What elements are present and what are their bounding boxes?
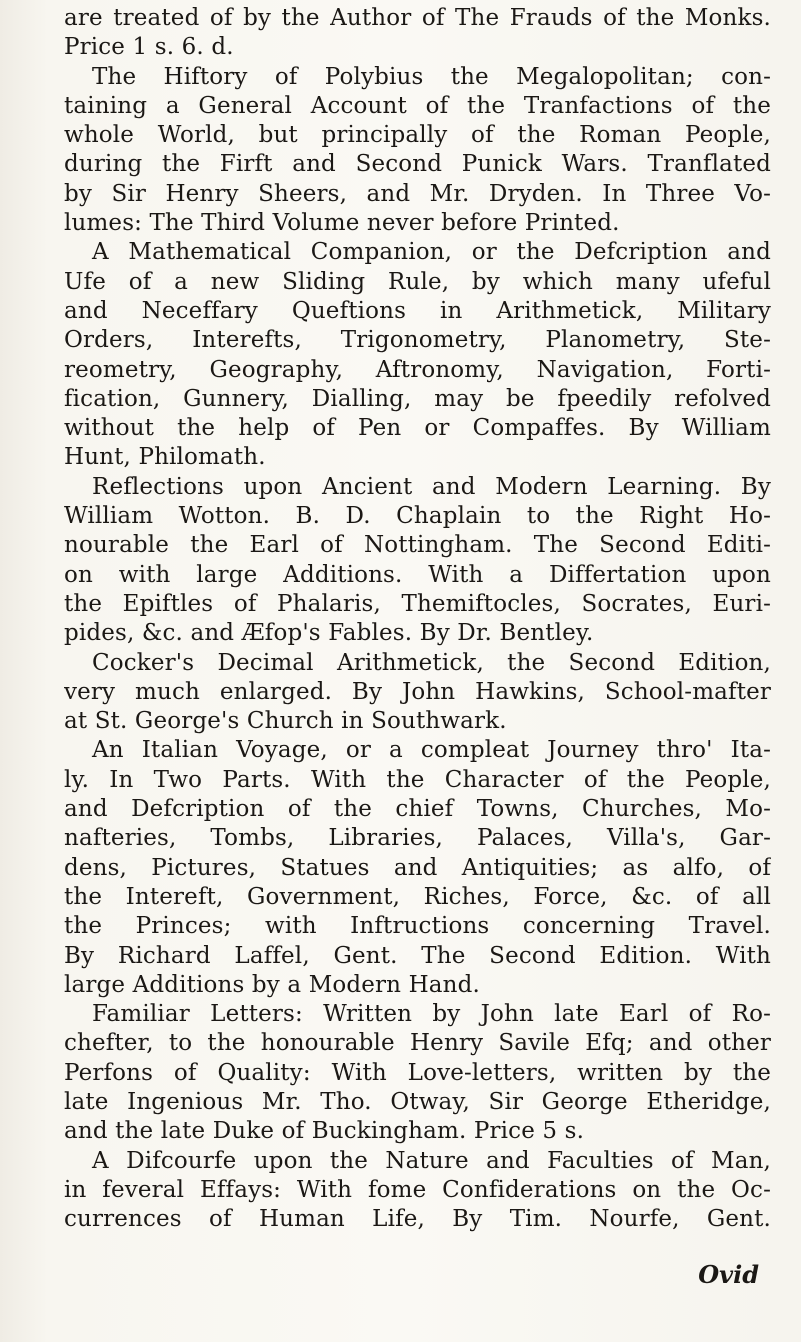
text-line: the Princes; with Inftructions concerning Travel. xyxy=(64,913,771,940)
text-line: currences of Human Life, By Tim. Nourfe, Gent. xyxy=(64,1206,771,1233)
text-line: Orders, Interefts, Trigonometry, Planometry, Ste- xyxy=(64,327,771,354)
catchword: Ovid xyxy=(698,1260,759,1290)
text-line: late Ingenious Mr. Tho. Otway, Sir George Etheridge, xyxy=(64,1088,771,1115)
text-line: nafteries, Tombs, Libraries, Palaces, Villa's, Gar- xyxy=(64,825,771,852)
text-line: Hunt, Philomath. xyxy=(64,444,266,471)
text-line: fication, Gunnery, Dialling, may be fpeedily refolved xyxy=(64,385,771,412)
text-line: during the Firft and Second Punick Wars. Tranflated xyxy=(64,151,771,178)
text-line: and Defcription of the chief Towns, Churches, Mo- xyxy=(64,796,771,823)
text-line: and Neceffary Queftions in Arithmetick, Military xyxy=(64,297,771,324)
text-line: by Sir Henry Sheers, and Mr. Dryden. In Three Vo- xyxy=(64,180,771,207)
text-line: nourable the Earl of Nottingham. The Second Editi- xyxy=(64,532,771,559)
entry-mathematical-companion: A Mathematical Companion, or the Defcription and xyxy=(92,239,771,266)
price-line: Price 1 s. 6. d. xyxy=(64,34,234,61)
text-line: on with large Additions. With a Differtation upon xyxy=(64,561,771,588)
text-line: pides, &c. and Æfop's Fables. By Dr. Bentley. xyxy=(64,620,594,647)
text-line: the Epiftles of Phalaris, Themiftocles, Socrates, Euri- xyxy=(64,590,771,617)
text-line: lumes: The Third Volume never before Printed. xyxy=(64,210,620,237)
text-line: whole World, but principally of the Roman People, xyxy=(64,122,771,149)
text-line: large Additions by a Modern Hand. xyxy=(64,971,480,998)
entry-familiar-letters: Familiar Letters: Written by John late Earl of Ro- xyxy=(92,1001,771,1028)
entry-italian-voyage: An Italian Voyage, or a compleat Journey thro' Ita- xyxy=(92,737,771,764)
entry-reflections: Reflections upon Ancient and Modern Learning. By xyxy=(92,473,771,500)
text-line: Ufe of a new Sliding Rule, by which many ufeful xyxy=(64,268,771,295)
text-line: reometry, Geography, Aftronomy, Navigation, Forti- xyxy=(64,356,771,383)
text-line: very much enlarged. By John Hawkins, School-mafter xyxy=(64,678,771,705)
text-line: dens, Pictures, Statues and Antiquities; as alfo, of xyxy=(64,854,771,881)
text-line: without the help of Pen or Compaffes. By William xyxy=(64,415,771,442)
text-line: the Intereft, Government, Riches, Force, &c. of all xyxy=(64,883,771,910)
text-line: chefter, to the honourable Henry Savile Efq; and other xyxy=(64,1030,771,1057)
text-line: Perfons of Quality: With Love-letters, written by the xyxy=(64,1059,771,1086)
text-line: in feveral Effays: With fome Confiderations on the Oc- xyxy=(64,1176,771,1203)
text-line: are treated of by the Author of The Frauds of the Monks. xyxy=(64,5,771,31)
entry-discourse-nature-of-man: A Difcourfe upon the Nature and Faculties of Man, xyxy=(92,1147,771,1174)
text-line: William Wotton. B. D. Chaplain to the Right Ho- xyxy=(64,503,771,530)
text-line: ly. In Two Parts. With the Character of the People, xyxy=(64,766,771,793)
text-line: at St. George's Church in Southwark. xyxy=(64,708,507,735)
entry-cockers-arithmetick: Cocker's Decimal Arithmetick, the Second Edition, xyxy=(92,649,771,676)
text-line: By Richard Laffel, Gent. The Second Edition. With xyxy=(64,942,771,969)
text-line: and the late Duke of Buckingham. Price 5 s. xyxy=(64,1118,585,1145)
entry-polybius-title: The Hiftory of Polybius the Megalopolitan; con- xyxy=(92,63,771,90)
text-line: taining a General Account of the Tranfactions of the xyxy=(64,92,771,119)
